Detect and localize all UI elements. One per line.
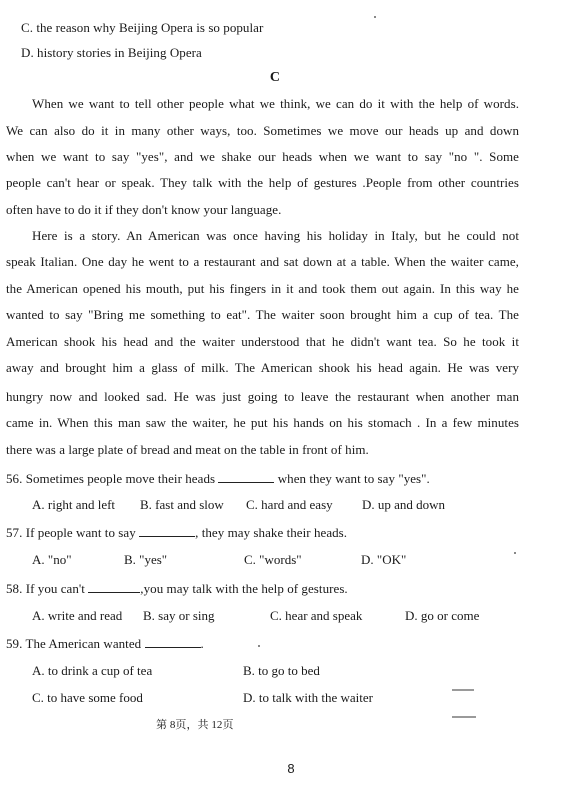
scan-mark [452,716,476,718]
question-stem-start: If you can't [25,581,85,596]
passage-p2-line-3: the American opened his mouth, put his fingers in it and took them out again. In this way he [6,281,519,296]
scan-mark [452,689,474,691]
q58-option-a[interactable]: A. write and read [32,608,123,623]
prev-option-d: D. history stories in Beijing Opera [21,45,202,60]
q59-option-c[interactable]: C. to have some food [32,690,143,705]
scan-dot [374,16,376,18]
passage-p2-line-8: came in. When this man saw the waiter, he put his hands on his stomach . In a few minutes [6,415,519,430]
q59-option-d[interactable]: D. to talk with the waiter [243,690,373,705]
question-stem-end: , they may shake their heads. [195,525,348,540]
passage-p2-line-6: away and brought him a glass of milk. The American shook his head again. He was very [6,360,519,375]
question-number: 56. [6,471,23,486]
passage-p1-line-5: often have to do it if they don't know your language. [6,202,282,217]
question-57 [6,524,347,541]
question-stem-start: Sometimes people move their heads [25,471,216,486]
passage-p2-line-5: American shook his head and the waiter understood that he didn't want tea. So he took it [6,334,519,349]
page-number: 8 [287,761,295,776]
passage-p2-line-7: hungry now and looked sad. He was just going to leave the restaurant when another man [6,389,519,404]
page-footer: 第 8页，共 12页 [156,719,234,731]
question-58 [6,580,348,597]
q59-option-a[interactable]: A. to drink a cup of tea [32,663,153,678]
scan-dot [514,552,516,554]
q56-option-c[interactable]: C. hard and easy [246,497,333,512]
question-number: 58. [6,581,23,596]
passage-p1-line-2: We can also do it in many other ways, too. Sometimes we move our heads up and down [6,123,519,138]
passage-p2-line-1: Here is a story. An American was once having his holiday in Italy, but he could not [32,228,519,243]
q59-option-b[interactable]: B. to go to bed [243,663,320,678]
q57-option-d[interactable]: D. "OK" [361,552,407,567]
q58-option-c[interactable]: C. hear and speak [270,608,363,623]
answer-blank[interactable] [145,635,201,648]
q57-option-a[interactable]: A. "no" [32,552,72,567]
q56-option-b[interactable]: B. fast and slow [140,497,224,512]
passage-p1-line-3: when we want to say "yes", and we shake our heads when we want to say "no ". Some [6,149,519,164]
passage-p1-line-1: When we want to tell other people what we think, we can do it with the help of words. [32,96,519,111]
answer-blank[interactable] [218,470,274,483]
question-stem-end: . [200,636,204,651]
question-56 [6,470,430,487]
question-59 [6,635,204,652]
question-stem-end: ,you may talk with the help of gestures. [140,581,348,596]
question-number: 59. [6,636,23,651]
answer-blank[interactable] [88,580,140,593]
question-number: 57. [6,525,23,540]
passage-p2-line-9: there was a large plate of bread and meat on the table in front of him. [6,442,369,457]
question-stem-end: when they want to say "yes". [277,471,430,486]
scan-dot [258,645,260,647]
passage-p1-line-4: people can't hear or speak. They talk with the help of gestures .People from other countries [6,175,519,190]
q56-option-a[interactable]: A. right and left [32,497,116,512]
prev-option-c: C. the reason why Beijing Opera is so popular [21,20,264,35]
section-heading: C [269,70,281,85]
passage-p2-line-4: wanted to say "Bring me something to eat". The waiter soon brought him a cup of tea. The [6,307,519,322]
question-stem-start: The American wanted [25,636,142,651]
passage-p2-line-2: speak Italian. One day he went to a restaurant and sat down at a table. When the waiter came, [6,254,519,269]
q57-option-b[interactable]: B. "yes" [124,552,168,567]
q58-option-d[interactable]: D. go or come [405,608,480,623]
q56-option-d[interactable]: D. up and down [362,497,446,512]
answer-blank[interactable] [139,524,195,537]
q57-option-c[interactable]: C. "words" [244,552,302,567]
q58-option-b[interactable]: B. say or sing [143,608,215,623]
question-stem-start: If people want to say [25,525,136,540]
